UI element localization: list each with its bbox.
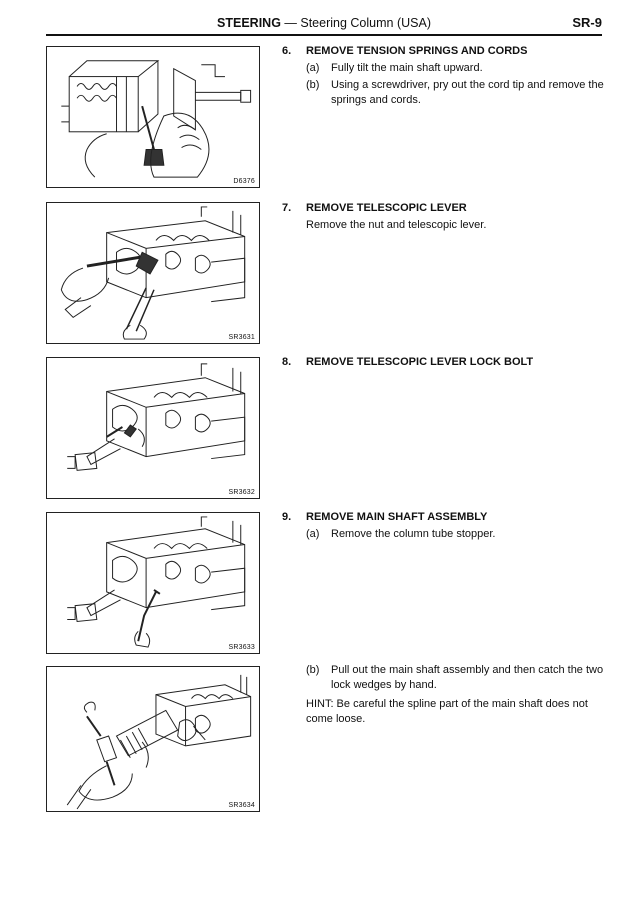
step-title: REMOVE TELESCOPIC LEVER LOCK BOLT <box>306 356 534 368</box>
lever-lock-bolt-illustration <box>47 358 259 498</box>
tension-springs-illustration <box>47 47 259 187</box>
step-7 <box>282 201 604 233</box>
page-number: SR-9 <box>572 15 602 30</box>
substep-a <box>282 61 604 76</box>
step-title: REMOVE MAIN SHAFT ASSEMBLY <box>306 511 488 523</box>
header-dash: — <box>280 16 301 30</box>
hint-note: HINT: Be careful the spline part of the main shaft does not come loose. <box>306 698 588 725</box>
step-heading <box>282 510 604 525</box>
figure-column-tube-stopper <box>46 512 260 654</box>
substep-text: Fully tilt the main shaft upward. <box>331 62 483 74</box>
figure-code: SR3632 <box>228 489 255 496</box>
step-title: REMOVE TENSION SPRINGS AND CORDS <box>306 45 528 57</box>
step-6 <box>282 44 604 108</box>
figure-code: SR3633 <box>228 644 255 651</box>
substep-text: Pull out the main shaft assembly and then catch the two lock wedges by hand. <box>331 664 604 691</box>
column-tube-stopper-illustration <box>47 513 259 653</box>
substep-text: Using a screwdriver, pry out the cord tip and remove the springs and cords. <box>331 79 604 106</box>
figure-main-shaft-assembly <box>46 666 260 812</box>
substep-label: (a) <box>306 62 320 74</box>
substep-b <box>282 78 604 108</box>
step-number: 7. <box>282 202 292 214</box>
step-number: 6. <box>282 45 292 57</box>
figure-tension-springs <box>46 46 260 188</box>
step-heading <box>282 201 604 216</box>
substep-label: (b) <box>306 664 320 676</box>
telescopic-lever-illustration <box>47 203 259 343</box>
header-title <box>46 16 602 30</box>
step-heading <box>282 44 604 59</box>
step-number: 9. <box>282 511 292 523</box>
step-text: Remove the nut and telescopic lever. <box>306 219 487 231</box>
substep-label: (b) <box>306 79 320 91</box>
figure-telescopic-lever <box>46 202 260 344</box>
figure-lever-lock-bolt <box>46 357 260 499</box>
step-8 <box>282 355 604 370</box>
step-heading <box>282 355 604 370</box>
figure-code: SR3634 <box>228 802 255 809</box>
step-9 <box>282 510 604 542</box>
section-name: STEERING <box>217 16 281 30</box>
substep-text: Remove the column tube stopper. <box>331 528 496 540</box>
section-subtitle: Steering Column (USA) <box>300 16 431 30</box>
step-number: 8. <box>282 356 292 368</box>
substep-label: (a) <box>306 528 320 540</box>
figure-code: SR3631 <box>228 334 255 341</box>
step-9-continued <box>282 663 604 727</box>
page-header <box>46 14 602 36</box>
figure-code: D6376 <box>233 178 255 185</box>
substep-a <box>282 527 604 542</box>
main-shaft-assembly-illustration <box>47 667 259 811</box>
step-title: REMOVE TELESCOPIC LEVER <box>306 202 467 214</box>
substep-b <box>282 663 604 693</box>
